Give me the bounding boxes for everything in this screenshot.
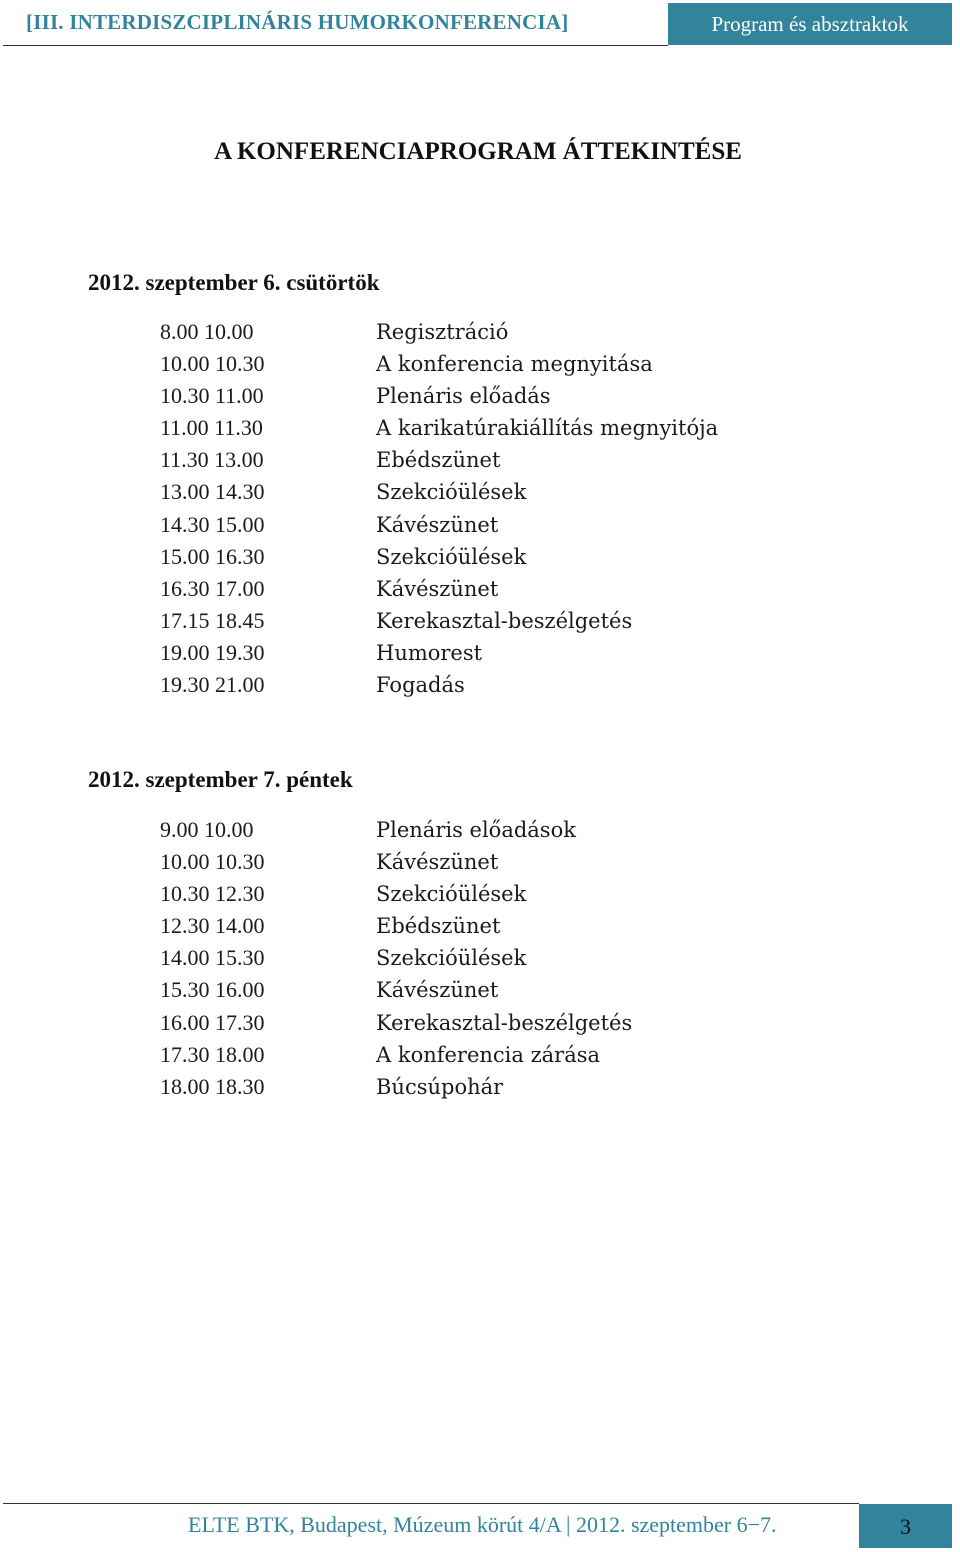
schedule-row xyxy=(160,846,860,878)
schedule-row xyxy=(160,316,860,348)
time-slot: 10.00 10.30 xyxy=(160,849,265,875)
schedule-row xyxy=(160,669,860,701)
day-1-schedule xyxy=(160,316,860,701)
event-name: Kávészünet xyxy=(376,850,499,875)
time-slot: 15.30 16.00 xyxy=(160,977,265,1003)
page-title: A KONFERENCIAPROGRAM ÁTTEKINTÉSE xyxy=(214,138,742,165)
day-1-title: 2012. szeptember 6. csütörtök xyxy=(88,270,380,295)
schedule-row xyxy=(160,348,860,380)
event-name: Búcsúpohár xyxy=(376,1074,504,1099)
schedule-row xyxy=(160,380,860,412)
section-label: Program és absztraktok xyxy=(668,3,952,45)
event-name: Kávészünet xyxy=(376,512,499,537)
time-slot: 17.30 18.00 xyxy=(160,1041,265,1067)
schedule-row xyxy=(160,878,860,910)
schedule-row xyxy=(160,974,860,1006)
time-slot: 11.00 11.30 xyxy=(160,415,263,441)
schedule-row xyxy=(160,541,860,573)
schedule-row xyxy=(160,1007,860,1039)
time-slot: 10.00 10.30 xyxy=(160,351,265,377)
time-slot: 10.30 11.00 xyxy=(160,383,264,409)
event-name: Kerekasztal-beszélgetés xyxy=(376,608,633,633)
event-name: Fogadás xyxy=(376,673,465,698)
schedule-row xyxy=(160,509,860,541)
time-slot: 19.00 19.30 xyxy=(160,639,265,665)
event-name: A karikatúrakiállítás megnyitója xyxy=(376,416,719,441)
schedule-row xyxy=(160,942,860,974)
time-slot: 16.30 17.00 xyxy=(160,575,265,601)
time-slot: 16.00 17.30 xyxy=(160,1009,265,1035)
event-name: Szekcióülések xyxy=(376,544,527,569)
schedule-row xyxy=(160,444,860,476)
time-slot: 13.00 14.30 xyxy=(160,479,265,505)
page-number: 3 xyxy=(859,1504,952,1548)
header-divider xyxy=(3,45,668,46)
footer-divider xyxy=(3,1503,859,1504)
event-name: Szekcióülések xyxy=(376,882,527,907)
time-slot: 11.30 13.00 xyxy=(160,447,264,473)
schedule-row xyxy=(160,573,860,605)
schedule-row xyxy=(160,1071,860,1103)
schedule-row xyxy=(160,814,860,846)
time-slot: 8.00 10.00 xyxy=(160,319,254,344)
schedule-row xyxy=(160,412,860,444)
schedule-row xyxy=(160,476,860,508)
schedule-row xyxy=(160,910,860,942)
event-name: Kávészünet xyxy=(376,978,499,1003)
page-footer xyxy=(0,1500,960,1552)
event-name: Ebédszünet xyxy=(376,448,501,473)
time-slot: 14.30 15.00 xyxy=(160,511,265,537)
event-name: Ebédszünet xyxy=(376,914,501,939)
day-2-title: 2012. szeptember 7. péntek xyxy=(88,767,353,792)
page-header xyxy=(0,0,960,48)
time-slot: 12.30 14.00 xyxy=(160,913,265,939)
event-name: Plenáris előadások xyxy=(376,818,576,842)
event-name: A konferencia zárása xyxy=(376,1042,601,1067)
event-name: Kávészünet xyxy=(376,576,499,601)
event-name: Plenáris előadás xyxy=(376,384,551,409)
event-name: Szekcióülések xyxy=(376,946,527,971)
time-slot: 14.00 15.30 xyxy=(160,945,265,971)
schedule-row xyxy=(160,1039,860,1071)
time-slot: 19.30 21.00 xyxy=(160,672,265,698)
time-slot: 10.30 12.30 xyxy=(160,881,265,907)
event-name: Szekcióülések xyxy=(376,480,527,505)
schedule-row xyxy=(160,637,860,669)
event-name: Kerekasztal-beszélgetés xyxy=(376,1010,633,1035)
schedule-row xyxy=(160,605,860,637)
event-name: Humorest xyxy=(376,640,483,665)
time-slot: 9.00 10.00 xyxy=(160,817,254,842)
event-name: Regisztráció xyxy=(376,320,509,344)
time-slot: 18.00 18.30 xyxy=(160,1073,265,1099)
day-2-schedule xyxy=(160,814,860,1103)
footer-venue-date: ELTE BTK, Budapest, Múzeum körút 4/A | 2012. szeptember 6−7. xyxy=(188,1512,777,1537)
time-slot: 15.00 16.30 xyxy=(160,543,265,569)
conference-title: [III. INTERDISZCIPLINÁRIS HUMORKONFERENCIA] xyxy=(26,10,569,34)
time-slot: 17.15 18.45 xyxy=(160,607,265,633)
event-name: A konferencia megnyitása xyxy=(376,352,653,377)
